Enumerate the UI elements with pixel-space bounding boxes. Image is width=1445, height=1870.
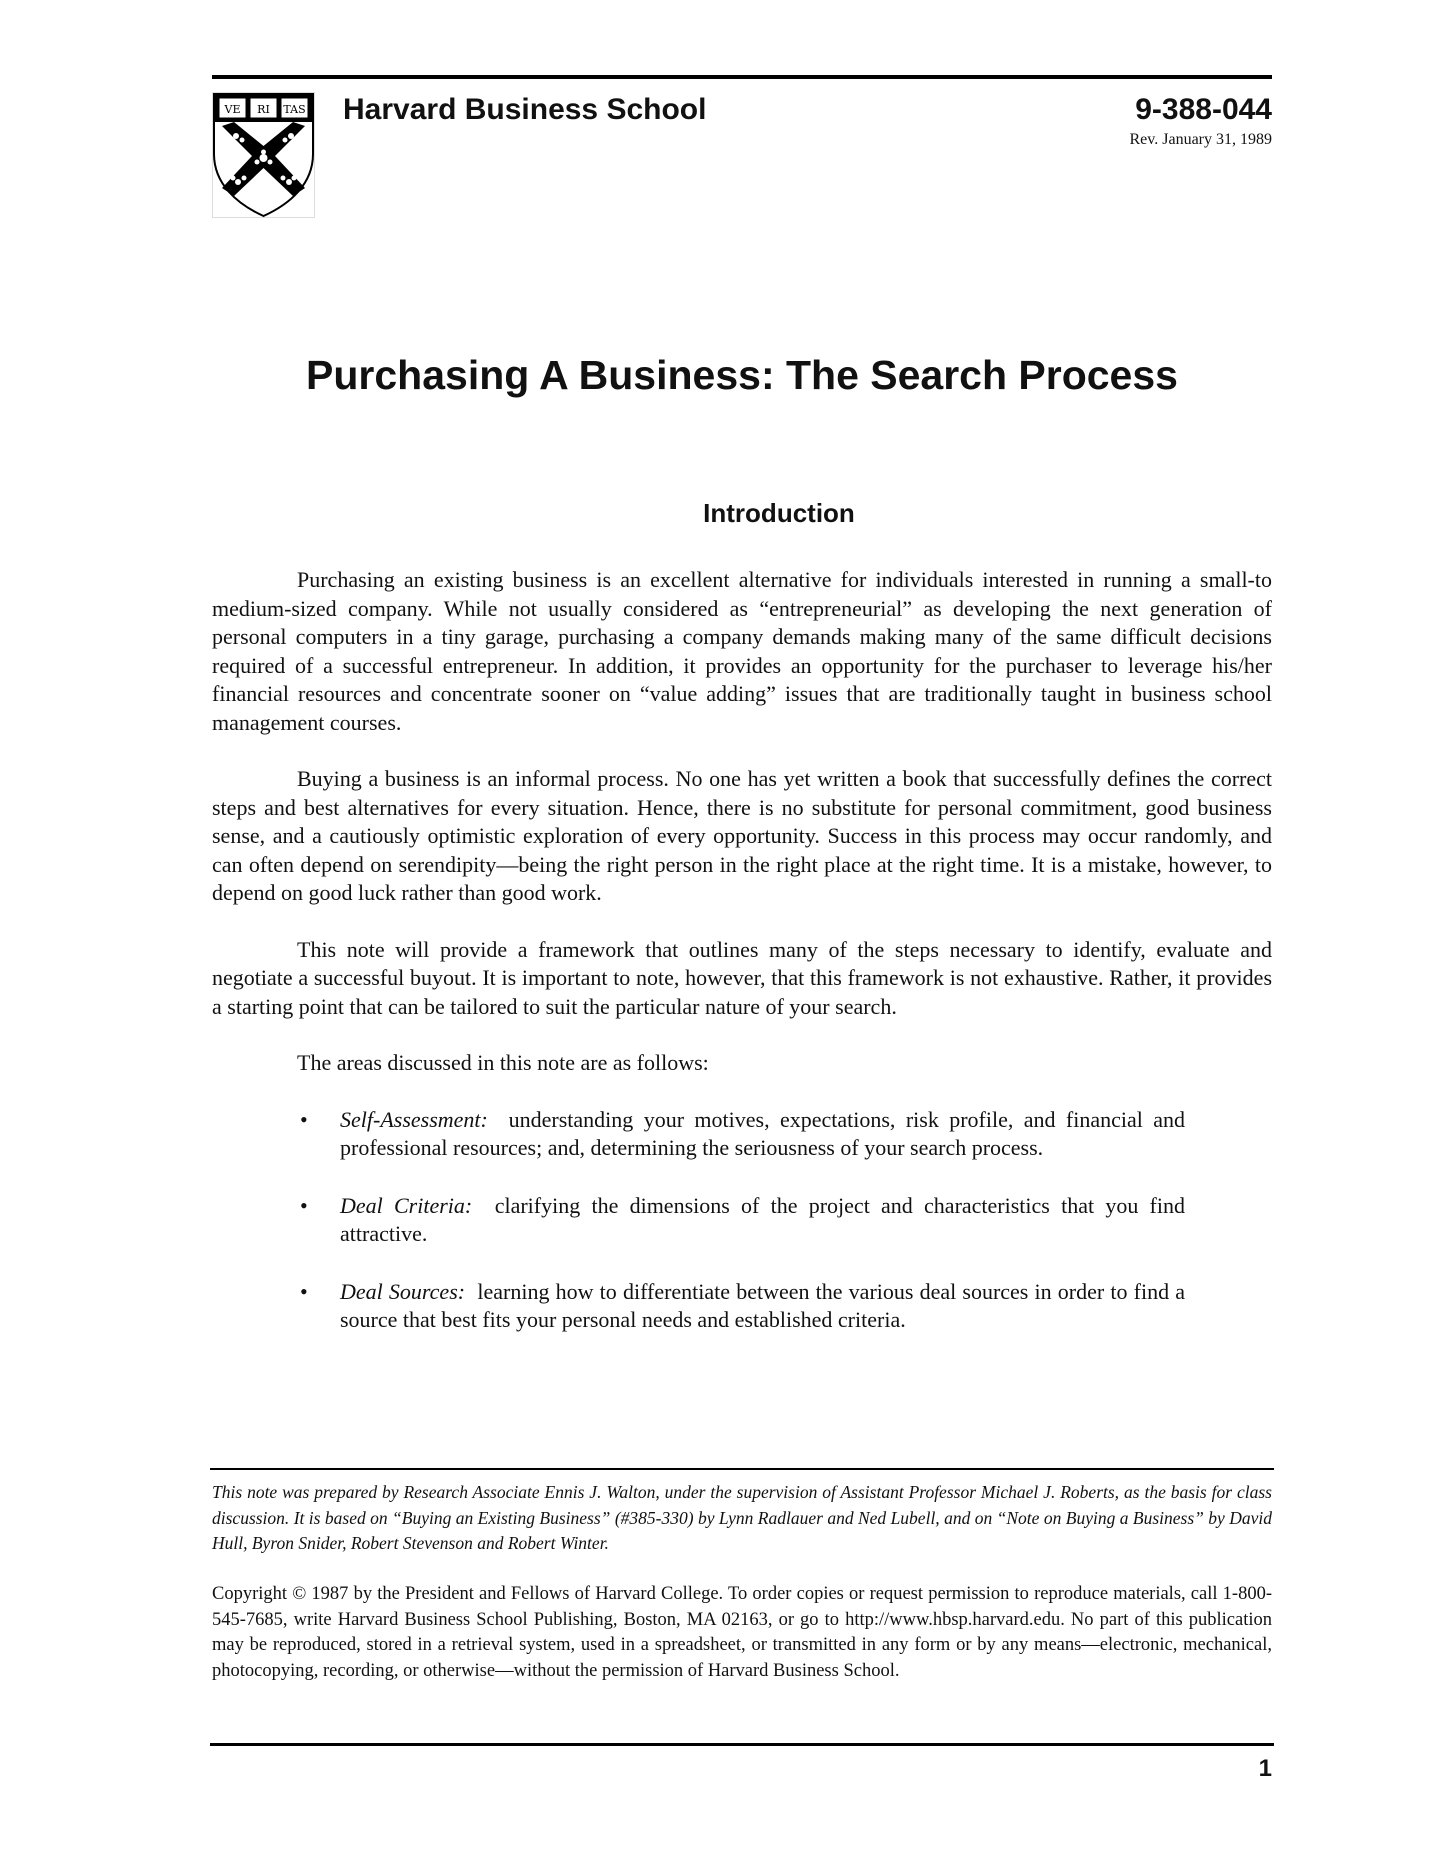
section-heading-introduction: Introduction	[703, 498, 855, 528]
body-text	[212, 566, 1272, 1364]
paragraph: Buying a business is an informal process. No one has yet written a book that successfully defines the correct steps and best alternatives for every situation. Hence, there is no substitute for personal commitment, good business sense, and a cautiously optimistic exploration of every opportunity. Success in this process may occur randomly, and can often depend on serendipity—being the right person in the right place at the right time. It is a mistake, however, to depend on good luck rather than good work.	[212, 766, 1272, 905]
footnote: This note was prepared by Research Associate Ennis J. Walton, under the supervision of Assistant Professor Michael J. Roberts, as the basis for class discussion. It is based on “Buying an Existing Business” (#385-330) by Lynn Radlauer and Ned Lubell, and on “Note on Buying a Business” by David Hull, Byron Snider, Robert Stevenson and Robert Winter.	[212, 1482, 1272, 1553]
paragraph: This note will provide a framework that outlines many of the steps necessary to identify, evaluate and negotiate a successful buyout. It is important to note, however, that this framework is not exhaustive. Rather, it provides a starting point that can be tailored to suit the particular nature of your search.	[212, 936, 1272, 1019]
list-intro: The areas discussed in this note are as follows:	[297, 1050, 709, 1075]
bullet-term: Deal Sources:	[340, 1278, 466, 1304]
list-item	[212, 1106, 1185, 1163]
document-title: Purchasing A Business: The Search Process	[306, 352, 1178, 398]
list-item	[212, 1278, 1185, 1335]
page-number: 1	[1258, 1755, 1272, 1782]
copyright-notice: Copyright © 1987 by the President and Fellows of Harvard College. To order copies or request permission to reproduce materials, call 1-800-545-7685, write Harvard Business School Publishing, Boston, MA 02163, or go to http://www.hbsp.harvard.edu. No part of this publication may be reproduced, stored in a retrieval system, used in a spreadsheet, or transmitted in any form or by any means—electronic, mechanical, photocopying, recording, or otherwise—without the permission of Harvard Business School.	[212, 1584, 1272, 1681]
hbs-shield-logo	[212, 92, 315, 218]
paragraph: Purchasing an existing business is an excellent alternative for individuals interested in running a small-to medium-sized company. While not usually considered as “entrepreneurial” as developing the next generation of personal computers in a tiny garage, purchasing a company demands making many of the same difficult decisions required of a successful entrepreneur. In addition, it provides an opportunity for the purchaser to leverage his/her financial resources and concentrate sooner on “value adding” issues that are traditionally taught in business school management courses.	[212, 567, 1272, 735]
header-rule	[212, 75, 1272, 79]
shield-motto-ri: RI	[257, 103, 270, 116]
bullet-text: learning how to differentiate between the various deal sources in order to find a source that best fits your personal needs and established criteria.	[340, 1278, 1185, 1332]
footnote-rule	[210, 1468, 1274, 1470]
bullet-term: Deal Criteria:	[340, 1192, 473, 1218]
bullet-icon: •	[300, 1106, 308, 1132]
bullet-text: clarifying the dimensions of the project and characteristics that you find attractive.	[340, 1192, 1185, 1246]
bullet-icon: •	[300, 1278, 308, 1304]
list-item	[212, 1192, 1185, 1249]
bottom-rule	[210, 1743, 1274, 1746]
topic-list	[212, 1106, 1272, 1335]
revision-date: Rev. January 31, 1989	[1129, 131, 1272, 148]
case-number: 9-388-044	[1135, 93, 1272, 126]
school-name: Harvard Business School	[343, 93, 707, 126]
shield-motto-ve: VE	[224, 103, 241, 116]
bullet-icon: •	[300, 1192, 308, 1218]
bullet-text: understanding your motives, expectations, risk profile, and financial and professional resources; and, determining the seriousness of your search process.	[340, 1106, 1186, 1160]
shield-motto-tas: TAS	[283, 103, 306, 116]
bullet-term: Self-Assessment:	[340, 1106, 488, 1132]
